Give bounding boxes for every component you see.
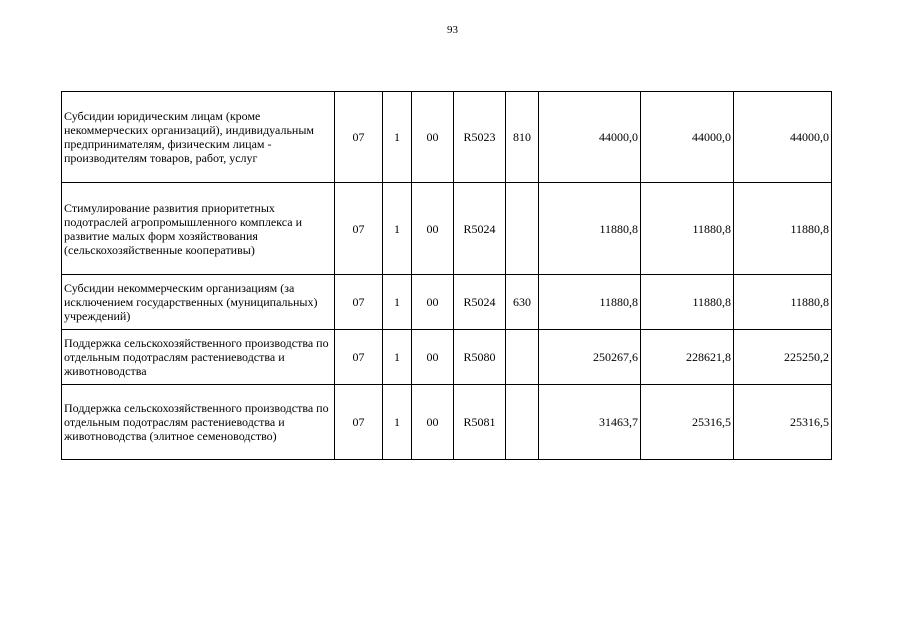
- row-program: 1: [383, 183, 412, 275]
- row-value-3: 225250,2: [734, 330, 832, 385]
- row-value-1: 11880,8: [539, 183, 641, 275]
- row-value-1: 250267,6: [539, 330, 641, 385]
- row-section: 07: [335, 92, 383, 183]
- page-number: 93: [447, 24, 458, 36]
- row-expense-type: 810: [506, 92, 539, 183]
- budget-table: [61, 91, 832, 460]
- row-subprogram: 00: [412, 330, 454, 385]
- row-value-2: 11880,8: [641, 183, 734, 275]
- row-expense-type: [506, 385, 539, 460]
- row-value-2: 11880,8: [641, 275, 734, 330]
- row-program: 1: [383, 275, 412, 330]
- table-row: [62, 330, 832, 385]
- row-name: Субсидии некоммерческим организациям (за исключением государственных (муниципальных) учреждений): [62, 275, 335, 330]
- row-direction: R5080: [454, 330, 506, 385]
- row-value-2: 25316,5: [641, 385, 734, 460]
- row-value-1: 44000,0: [539, 92, 641, 183]
- row-program: 1: [383, 385, 412, 460]
- row-value-2: 44000,0: [641, 92, 734, 183]
- row-expense-type: [506, 183, 539, 275]
- row-direction: R5024: [454, 183, 506, 275]
- row-value-2: 228621,8: [641, 330, 734, 385]
- row-expense-type: [506, 330, 539, 385]
- row-value-3: 25316,5: [734, 385, 832, 460]
- row-name: Стимулирование развития приоритетных подотраслей агропромышленного комплекса и развитие малых форм хозяйствования (сельскохозяйственные кооперативы): [62, 183, 335, 275]
- row-section: 07: [335, 330, 383, 385]
- row-value-1: 31463,7: [539, 385, 641, 460]
- row-direction: R5023: [454, 92, 506, 183]
- row-section: 07: [335, 275, 383, 330]
- row-value-3: 44000,0: [734, 92, 832, 183]
- row-direction: R5081: [454, 385, 506, 460]
- row-value-1: 11880,8: [539, 275, 641, 330]
- row-name: Поддержка сельскохозяйственного производства по отдельным подотраслям растениеводства и животноводства: [62, 330, 335, 385]
- row-section: 07: [335, 183, 383, 275]
- row-direction: R5024: [454, 275, 506, 330]
- row-section: 07: [335, 385, 383, 460]
- row-value-3: 11880,8: [734, 183, 832, 275]
- row-program: 1: [383, 330, 412, 385]
- row-subprogram: 00: [412, 92, 454, 183]
- row-subprogram: 00: [412, 275, 454, 330]
- row-name: Поддержка сельскохозяйственного производства по отдельным подотраслям растениеводства и животноводства (элитное семеноводство): [62, 385, 335, 460]
- row-program: 1: [383, 92, 412, 183]
- row-value-3: 11880,8: [734, 275, 832, 330]
- row-expense-type: 630: [506, 275, 539, 330]
- table-row: [62, 275, 832, 330]
- row-subprogram: 00: [412, 385, 454, 460]
- table-row: [62, 183, 832, 275]
- table-row: [62, 385, 832, 460]
- row-subprogram: 00: [412, 183, 454, 275]
- table-row: [62, 92, 832, 183]
- row-name: Субсидии юридическим лицам (кроме некоммерческих организаций), индивидуальным предпринимателям, физическим лицам - производителям товаров, работ, услуг: [62, 92, 335, 183]
